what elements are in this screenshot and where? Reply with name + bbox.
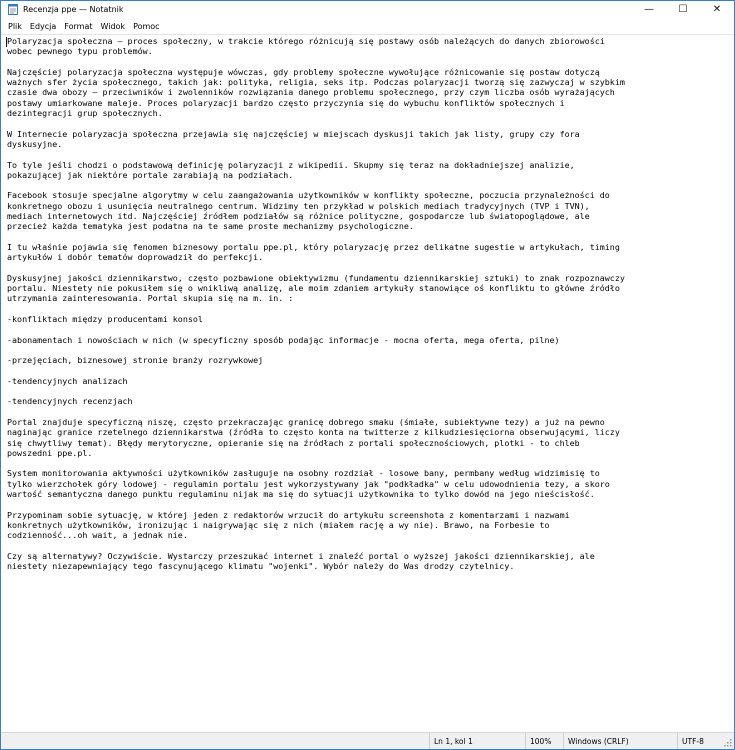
text-line: codzienność...oh wait, a jednak nie. — [7, 530, 188, 541]
menu-format[interactable]: Format — [64, 21, 93, 31]
resize-grip-icon[interactable] — [724, 739, 732, 747]
status-cursor-position — [429, 733, 525, 749]
cursor-position-text: Ln 1, kol 1 — [434, 736, 473, 746]
close-button[interactable] — [700, 1, 734, 17]
text-line: Czy są alternatywy? Oczywiście. Wystarczy przeszukać internet i znaleźć portal o wyższej jakości dziennikarskiej, ale — [7, 550, 595, 561]
text-line: -konfliktach między producentami konsol — [7, 314, 203, 325]
text-line: przecież każda tematyka jest podatna na te same proste mechanizmy psychologiczne. — [7, 221, 414, 232]
text-line — [7, 541, 721, 551]
text-editor-area[interactable] — [1, 34, 734, 733]
text-line: To tyle jeśli chodzi o podstawową definicję polaryzacji z wikipedii. Skupmy się teraz na dokładniejszej analizie, — [7, 159, 575, 170]
text-line: czasie dwa obozy – przeciwników i zwolenników rozwiązania danego problemu społecznego, przy czym liczba osób wyrażających — [7, 87, 615, 98]
menu-file[interactable]: Plik — [8, 21, 22, 31]
status-encoding — [677, 733, 723, 749]
text-line — [7, 180, 721, 190]
text-line — [7, 263, 721, 273]
maximize-icon: ☐ — [678, 3, 688, 15]
menu-edit[interactable]: Edycja — [29, 21, 57, 31]
text-line: -abonamentach i nowościach w nich (w specyficzny sposób podając informacje - mocna oferta, mega oferta, pilne) — [7, 334, 560, 345]
text-line — [7, 407, 721, 417]
text-line: naginając granice rzetelnego dziennikarstwa (źródła to często konta na twitterze z kilkudziesięciorna obserwującymi, liczy — [7, 427, 620, 438]
text-line: powszedni ppe.pl. — [7, 447, 93, 458]
menu-help[interactable]: Pomoc — [133, 21, 160, 31]
text-line: utrzymania zainteresowania. Portal skupia się na m. in. : — [7, 293, 294, 304]
text-line — [7, 149, 721, 159]
text-line: W Internecie polaryzacja społeczna przejawia się najczęściej w miejscach dyskusji takich jak listy, grupy czy fora — [7, 128, 580, 139]
menu-view[interactable]: Widok — [100, 21, 126, 31]
text-line: dezintegracji grup społecznych. — [7, 108, 163, 119]
status-line-ending — [563, 733, 677, 749]
text-line: I tu właśnie pojawia się fenomen biznesowy portalu ppe.pl, który polaryzację przez delikatne sugestie w artykułach, timing — [7, 241, 620, 252]
maximize-button[interactable] — [666, 1, 700, 17]
text-line: wartość semantyczna danego punktu regulaminu nijak ma się do sytuacji użytkownika to tylko dowód na jego nieścisłość. — [7, 489, 595, 500]
text-line: -tendencyjnych recenzjach — [7, 396, 133, 407]
text-line — [7, 324, 721, 334]
text-line: artykułów i dobór tematów doprowadził do perfekcji. — [7, 252, 264, 263]
title-bar[interactable] — [1, 1, 734, 17]
text-line — [7, 57, 721, 67]
text-line — [7, 458, 721, 468]
text-line: Dyskusyjnej jakości dziennikarstwo, często pozbawione obiektywizmu (fundamentu dziennikarskiej sztuki) to znak rozpoznawczy — [7, 272, 625, 283]
line-ending-text: Windows (CRLF) — [568, 736, 629, 746]
text-line: tylko wierzchołek góry lodowej - regulamin portalu jest wykorzystywany jak "podkładka" w celu udowodnienia tezy, a skoro — [7, 478, 610, 489]
close-icon: ✕ — [712, 3, 722, 15]
text-line: się chwytliwy temat). Błędy merytoryczne, opieranie się na źródłach z portali społecznościowych, plotki - to chleb — [7, 437, 580, 448]
text-line — [7, 345, 721, 355]
text-line — [7, 499, 721, 509]
status-bar — [1, 732, 734, 749]
zoom-text: 100% — [530, 736, 552, 746]
text-line: dyskusyjne. — [7, 138, 63, 149]
text-line — [7, 304, 721, 314]
text-line: -przejęciach, biznesowej stronie branży rozrywkowej — [7, 355, 264, 366]
text-line: Portal znajduje specyficzną niszę, często przekraczając granicę dobrego smaku (śmiałe, subiektywne tezy) a już na pewno — [7, 416, 605, 427]
notepad-icon — [7, 3, 19, 15]
text-line: pokazującej jak niektóre portale zarabiają na podziałach. — [7, 169, 294, 180]
text-line: mediach internetowych itd. Najczęściej źródłem podziałów są różnice polityczne, gospodarcze lub światopoglądowe, ale — [7, 211, 590, 222]
encoding-text: UTF-8 — [682, 736, 704, 746]
window-controls — [632, 1, 734, 17]
text-line: Polaryzacja społeczna – proces społeczny, w trakcie którego różnicują się postawy osób należących do danych zbiorowości — [7, 36, 605, 46]
text-line — [7, 366, 721, 376]
status-zoom — [525, 733, 563, 749]
text-line: portalu. Niestety nie pokusiłem się o wnikliwą analizę, ale moim zdaniem artykuły stanowiące oś konfliktu to główne źródło — [7, 283, 620, 294]
text-line — [7, 118, 721, 128]
text-line: niestety niezapewniający tego fascynującego klimatu "wojenki". Wybór należy do Was drodzy czytelnicy. — [7, 561, 515, 572]
document-text[interactable] — [7, 36, 721, 571]
text-line: System monitorowania aktywności użytkowników zasługuje na osobny rozdział - losowe bany, permbany według widzimisię to — [7, 468, 600, 479]
window-title: Recenzja ppe — Notatnik — [23, 4, 124, 14]
menu-bar — [1, 19, 734, 33]
text-line: ważnych sfer życia społecznego, takich jak: polityka, religia, seks itp. Podczas polaryzacji tworzą się zazwyczaj w szybkim — [7, 77, 625, 88]
text-line: Najczęściej polaryzacja społeczna występuje wówczas, gdy problemy społeczne wywołujące różnicowanie się postaw dotyczą — [7, 66, 600, 77]
text-line: Przypominam sobie sytuację, w której jeden z redaktorów wrzucił do artykułu screenshota z komentarzami i nazwami — [7, 509, 570, 520]
text-line — [7, 386, 721, 396]
text-line: -tendencyjnych analizach — [7, 375, 128, 386]
text-line: konkretnego obozu i usunięcia neutralnego centrum. Widzimy ten przykład w polskich mediach tradycyjnych (TVP i TVN), — [7, 200, 590, 211]
minimize-button[interactable] — [632, 1, 666, 17]
text-line: konkretnych użytkowników, ironizując i naigrywając się z nich (miałem rację a wy nie). Brawo, na Forbesie to — [7, 519, 550, 530]
text-line: wobec pewnego typu problemów. — [7, 46, 153, 57]
text-line: Facebook stosuje specjalne algorytmy w celu zaangażowania użytkowników w konflikty społeczne, poczucia przynależności do — [7, 190, 610, 201]
text-line — [7, 232, 721, 242]
text-line: postawy umiarkowane maleje. Proces polaryzacji bardzo często przyczynia się do wybuchu konfliktów społecznych i — [7, 97, 565, 108]
minimize-icon: — — [644, 3, 654, 15]
